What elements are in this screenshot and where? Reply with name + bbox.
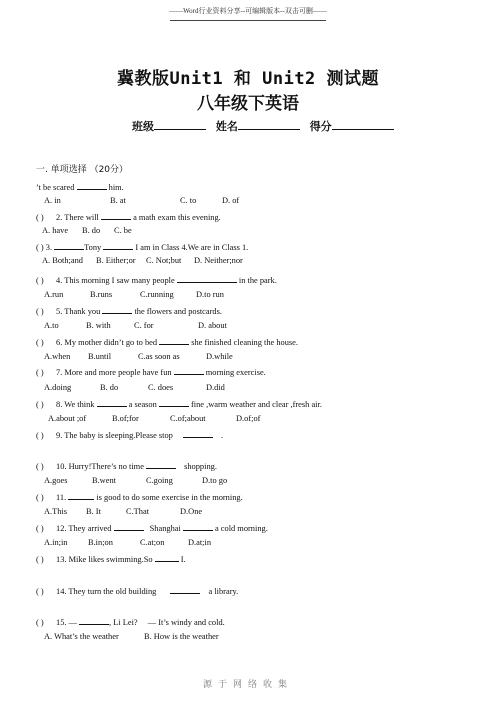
q6-options: A.when B.until C.as soon as D.while: [44, 352, 233, 361]
question-12: ( ) 12. They arrived Shanghai a cold morning.: [36, 524, 268, 533]
q3-options: A. Both;and B. Either;or C. Not;but D. Neither;nor: [42, 256, 243, 265]
title-line-1: 冀教版Unit1 和 Unit2 测试题: [116, 69, 380, 89]
score-blank: [332, 119, 394, 130]
name-blank: [238, 119, 300, 130]
class-label: 班级: [132, 120, 154, 133]
q15-options: A. What’s the weather B. How is the weather: [44, 632, 219, 641]
question-11: ( ) 11. is good to do some exercise in the morning.: [36, 493, 243, 502]
question-15: ( ) 15. — , Li Lei? — It’s windy and cold.: [36, 618, 225, 627]
section-heading: 一. 单项选择 （20分）: [36, 165, 129, 175]
question-1: ’t be scared him.: [36, 183, 124, 192]
title-line-2: 八年级下英语: [197, 94, 299, 114]
question-2: ( ) 2. There will a math exam this evening.: [36, 213, 221, 222]
q10-options: A.goes B.went C.going D.to go: [44, 476, 228, 485]
q5-options: A.to B. with C. for D. about: [44, 321, 227, 330]
header-rule: [170, 20, 326, 21]
q1-options: A. in B. at C. to D. of: [44, 196, 240, 205]
question-8: ( ) 8. We think a season fine ,warm weather and clear ,fresh air.: [36, 400, 322, 409]
q11-options: A.This B. It C.That D.One: [44, 507, 203, 516]
student-info: [132, 118, 394, 134]
q12-options: A.in;in B.in;on C.at;on D.at;in: [44, 538, 212, 547]
q4-options: A.run B.runs C.running D.to run: [44, 290, 224, 299]
question-4: ( ) 4. This morning I saw many people in the park.: [36, 276, 277, 285]
q2-options: A. have B. do C. be: [42, 226, 132, 235]
q7-options: A.doing B. do C. does D.did: [44, 383, 225, 392]
question-10: ( ) 10. Hurry!There’s no time shopping.: [36, 462, 217, 471]
header-text: ——Word行业资料分享--可编辑版本--双击可删——: [169, 7, 327, 15]
footer-text: 源于网络收集: [202, 680, 293, 690]
question-7: ( ) 7. More and more people have fun morning exercise.: [36, 368, 266, 377]
question-3: ( ) 3. Tony I am in Class 4.We are in Class 1.: [36, 243, 249, 252]
class-blank: [154, 119, 206, 130]
question-9: ( ) 9. The baby is sleeping.Please stop .: [36, 431, 224, 440]
question-5: ( ) 5. Thank you the flowers and postcards.: [36, 307, 222, 316]
question-13: ( ) 13. Mike likes swimming.So I.: [36, 555, 186, 564]
question-14: ( ) 14. They turn the old building a library.: [36, 587, 239, 596]
name-label: 姓名: [215, 120, 238, 133]
question-6: ( ) 6. My mother didn’t go to bed she finished cleaning the house.: [36, 338, 298, 347]
score-label: 得分: [309, 120, 332, 133]
q8-options: A.about ;of B.of;for C.of;about D.of;of: [48, 414, 261, 423]
